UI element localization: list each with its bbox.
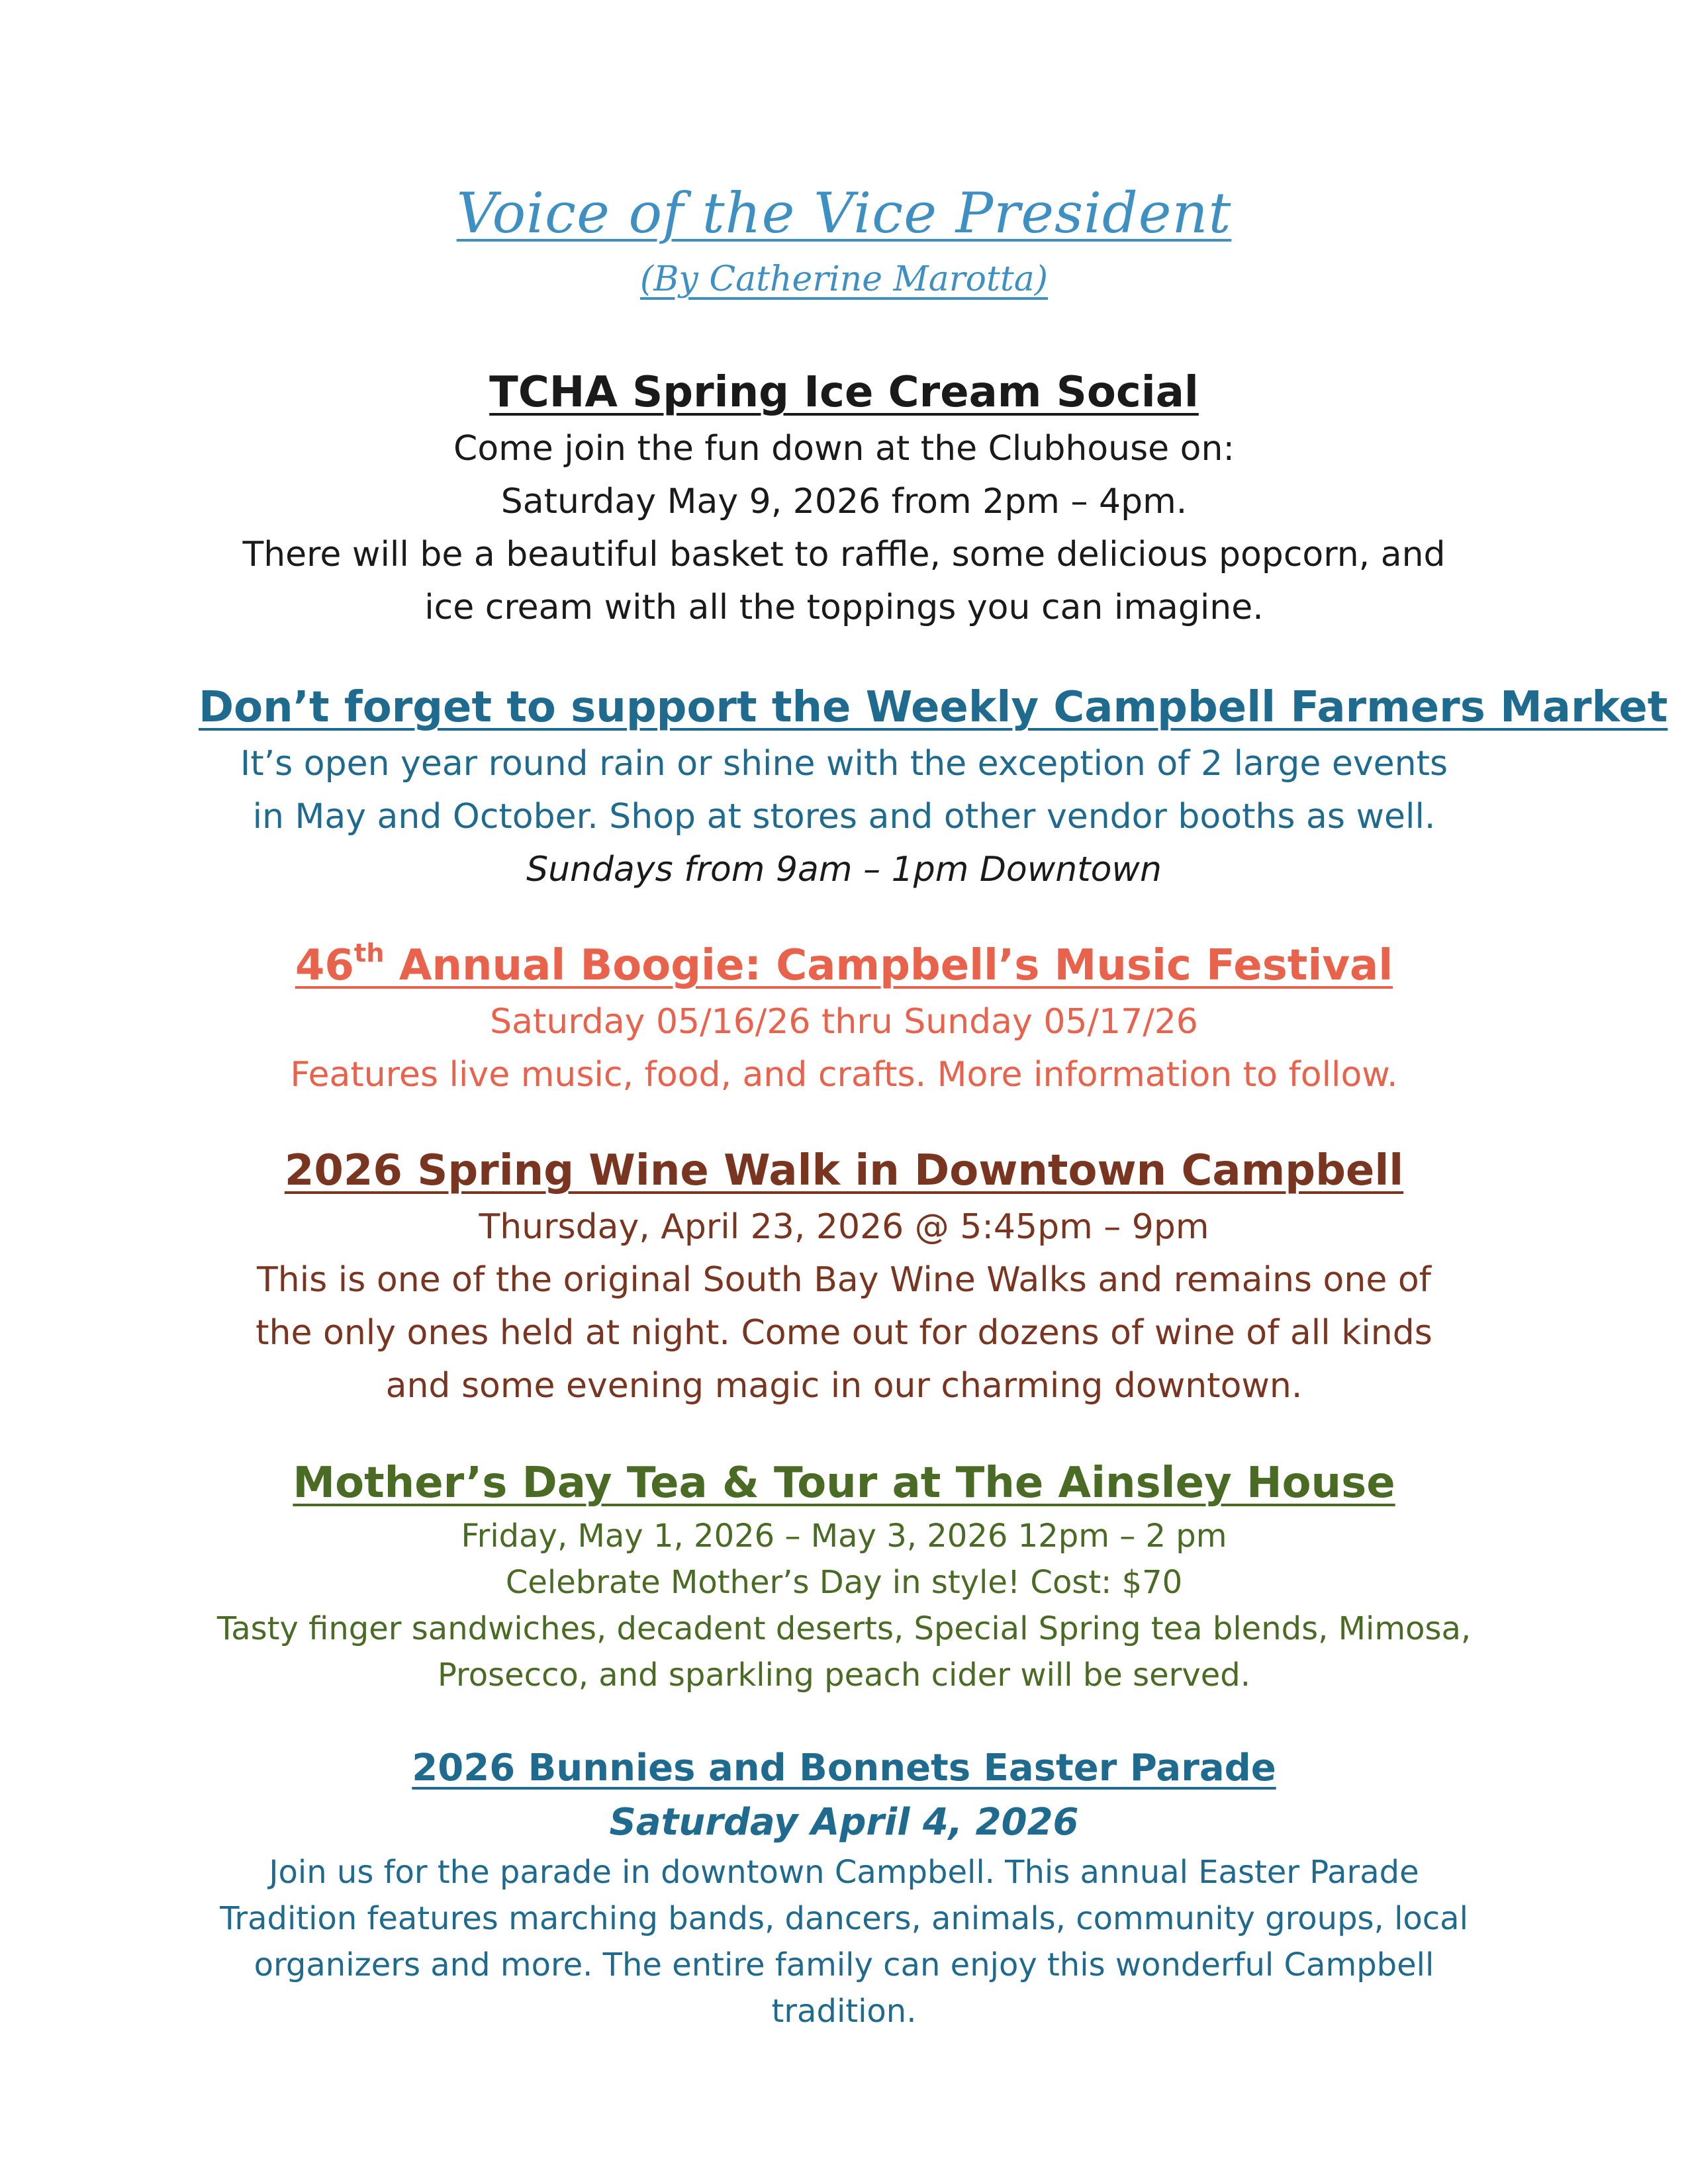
section-line: in May and October. Shop at stores and other vendor booths as well.: [252, 797, 1436, 837]
section-line: and some evening magic in our charming downtown.: [385, 1366, 1303, 1406]
section-line: Features live music, food, and crafts. More information to follow.: [290, 1055, 1398, 1095]
section-farmers-market: [199, 678, 1668, 896]
section-line: Join us for the parade in downtown Campbell. This annual Easter Parade: [269, 1854, 1419, 1891]
section-line: Tasty finger sandwiches, decadent deserts, Special Spring tea blends, Mimosa,: [216, 1610, 1472, 1647]
section-line: Saturday May 9, 2026 from 2pm – 4pm.: [500, 482, 1188, 522]
section-line: Tradition features marching bands, dancers, animals, community groups, local: [220, 1900, 1468, 1937]
heading-ordinal-number: 46: [295, 941, 354, 990]
section-heading: 2026 Bunnies and Bonnets Easter Parade: [412, 1747, 1276, 1790]
section-schedule: Sundays from 9am – 1pm Downtown: [526, 850, 1162, 889]
byline: (By Catherine Marotta): [639, 259, 1049, 299]
section-line: Thursday, April 23, 2026 @ 5:45pm – 9pm: [479, 1207, 1209, 1247]
header: [199, 173, 1489, 306]
section-line: Saturday 05/16/26 thru Sunday 05/17/26: [490, 1002, 1198, 1042]
heading-rest: Annual Boogie: Campbell’s Music Festival: [384, 941, 1393, 990]
section-line: ice cream with all the toppings you can imagine.: [424, 588, 1264, 627]
section-line: organizers and more. The entire family can enjoy this wonderful Campbell: [254, 1946, 1434, 1983]
section-mothers-day: [199, 1453, 1489, 1698]
section-line: Prosecco, and sparkling peach cider will be served.: [437, 1657, 1251, 1694]
section-boogie-festival: [199, 936, 1489, 1101]
section-heading: [199, 936, 1489, 995]
section-line: There will be a beautiful basket to raffle, some delicious popcorn, and: [242, 535, 1446, 574]
section-line: the only ones held at night. Come out for dozens of wine of all kinds: [256, 1313, 1432, 1353]
section-heading: 2026 Spring Wine Walk in Downtown Campbell: [284, 1146, 1404, 1195]
section-line: tradition.: [771, 1993, 917, 2030]
section-heading: TCHA Spring Ice Cream Social: [489, 368, 1199, 417]
page-title: Voice of the Vice President: [456, 181, 1232, 246]
heading-ordinal-suffix: th: [353, 938, 385, 969]
section-line: Friday, May 1, 2026 – May 3, 2026 12pm – 2 pm: [461, 1518, 1227, 1555]
section-heading: Mother’s Day Tea & Tour at The Ainsley House: [293, 1459, 1395, 1508]
section-line: Come join the fun down at the Clubhouse on:: [453, 429, 1235, 469]
section-line: This is one of the original South Bay Wine Walks and remains one of: [257, 1260, 1431, 1300]
section-heading: Don’t forget to support the Weekly Campbell Farmers Market: [199, 683, 1668, 732]
section-wine-walk: [199, 1141, 1489, 1412]
section-date: Saturday April 4, 2026: [609, 1801, 1079, 1844]
section-line: It’s open year round rain or shine with the exception of 2 large events: [240, 744, 1448, 784]
section-line: Celebrate Mother’s Day in style! Cost: $70: [505, 1564, 1183, 1601]
section-ice-cream-social: [199, 363, 1489, 634]
section-easter-parade: [199, 1741, 1489, 2034]
